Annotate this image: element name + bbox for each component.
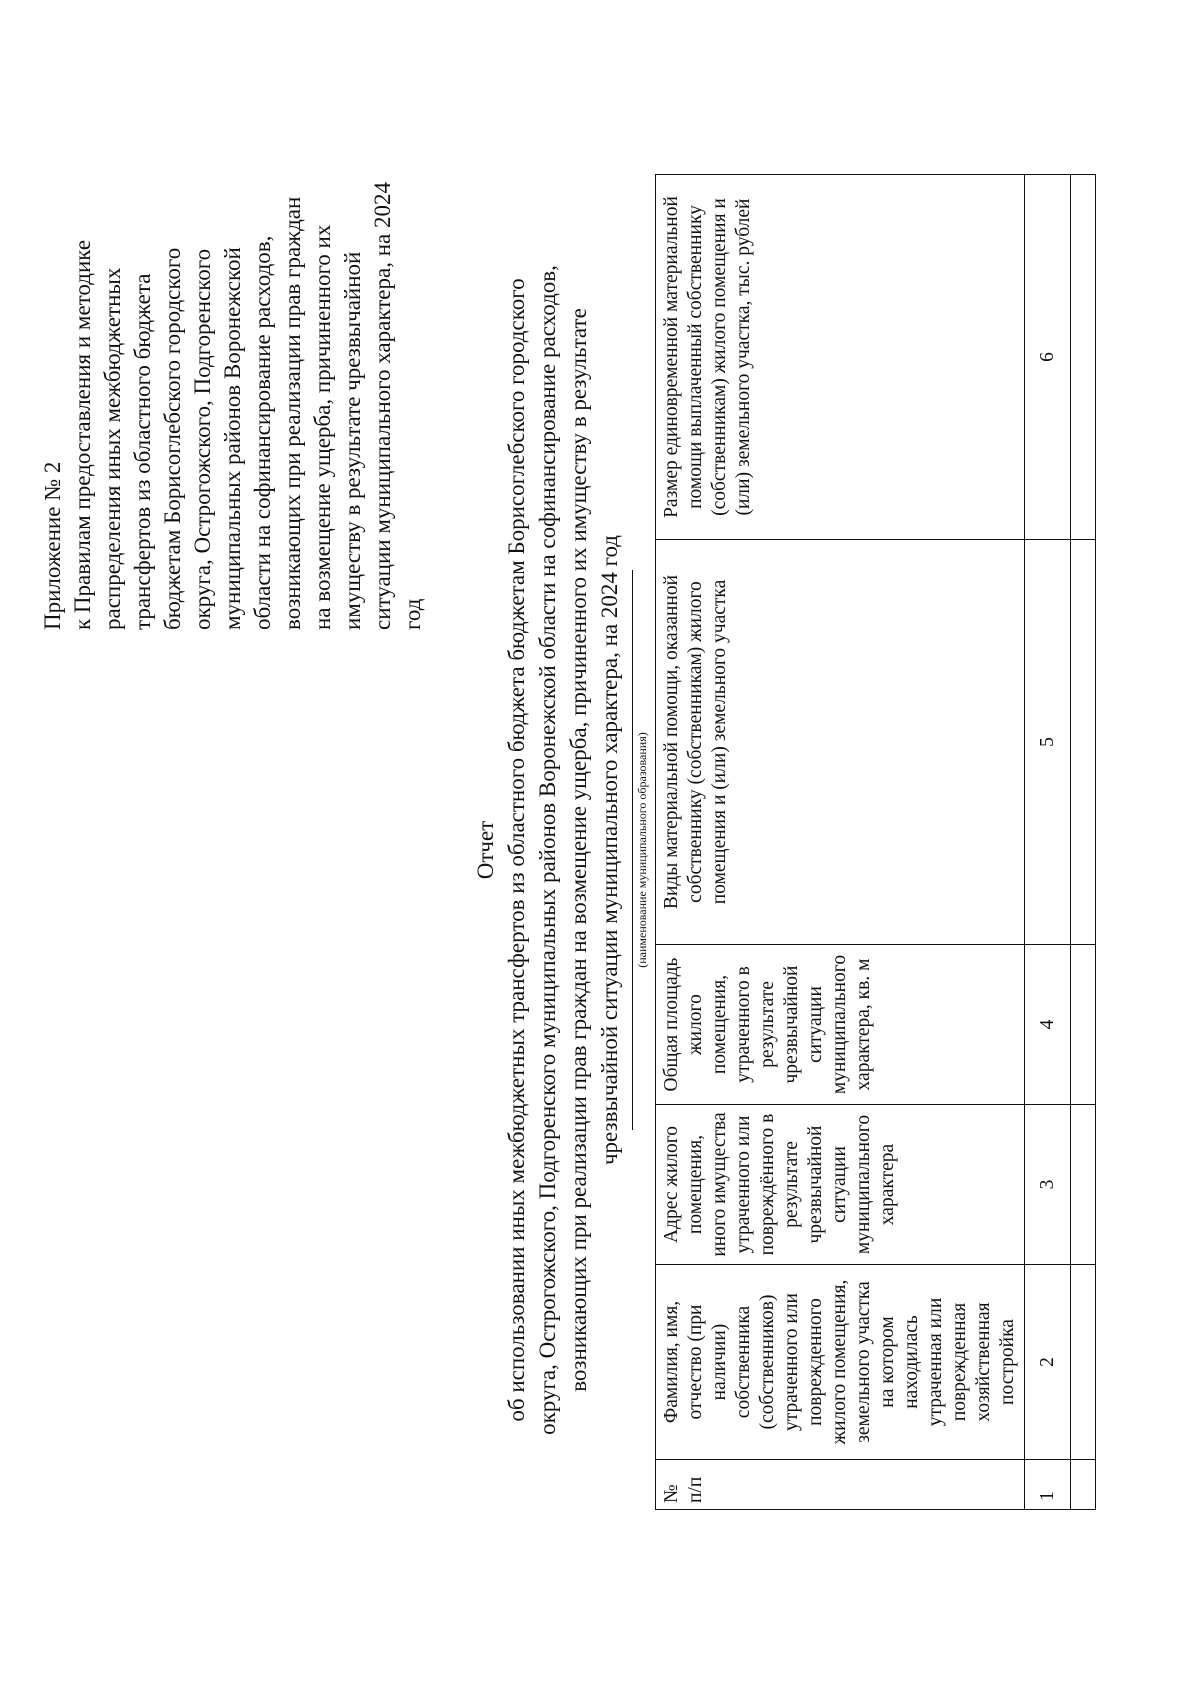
numbering-cell: 5 [1025,540,1071,945]
header-cell-address: Адрес жилого помещения, иного имущества утраченного или повреждённого в результате чрезвычайной ситуации муниципального характера [656,1105,1025,1265]
empty-cell [1071,540,1096,945]
empty-cell [1071,175,1096,540]
report-subtitle-line: чрезвычайной ситуации муниципального характера, на 2024 год [597,534,622,1166]
header-cell-aid-amount: Размер единовременной материальной помощи выплаченный собственнику (собственникам) жилого помещения и (или) земельного участка, тыс. рублей [656,175,1025,540]
report-heading [470,150,625,1550]
header-cell-aid-types: Виды материальной помощи, оказанной собственнику (собственникам) жилого помещения и (или) земельного участка [656,540,1025,945]
appendix-line: распределения иных межбюджетных [100,267,125,630]
appendix-line: возникающих при реализации прав граждан [280,196,305,630]
appendix-line: округа, Острогожского, Подгоренского [190,248,215,630]
report-title: Отчет [473,820,498,880]
report-table [655,174,1096,1510]
appendix-line: Приложение № 2 [40,461,65,630]
header-cell-number: № п/п [656,1460,1025,1510]
numbering-cell: 2 [1025,1265,1071,1460]
appendix-line: муниципальных районов Воронежской [220,247,245,630]
appendix-note [38,100,428,630]
report-subtitle-line: об использовании иных межбюджетных трансфертов из областного бюджета бюджетам Борисоглебского городского [504,278,529,1422]
table-header-row [656,175,1025,1510]
empty-cell [1071,1460,1096,1510]
numbering-cell: 1 [1025,1460,1071,1510]
numbering-cell: 4 [1025,945,1071,1105]
empty-cell [1071,1105,1096,1265]
header-cell-owner-name: Фамилия, имя, отчество (при наличии) собственника (собственников) утраченного или поврежденного жилого помещения, земельного участка на котором находилась утраченная или поврежденная хозяйственная постройка [656,1265,1025,1460]
appendix-line: к Правилам предоставления и методике [70,239,95,630]
empty-cell [1071,1265,1096,1460]
appendix-line: области на софинансирование расходов, [250,235,275,630]
empty-cell [1071,945,1096,1105]
appendix-line: имуществу в результате чрезвычайной [340,251,365,630]
municipality-field [632,570,649,1130]
table-numbering-row [1025,175,1071,1510]
municipality-underline [632,570,633,1130]
appendix-line: ситуации муниципального характера, на 2024 [370,182,395,630]
municipality-caption: (наименование муниципального образования) [635,732,649,968]
appendix-line: год [400,598,425,630]
header-cell-area: Общая площадь жилого помещения, утраченного в результате чрезвычайной ситуации муниципального характера, кв. м [656,945,1025,1105]
report-subtitle-line: округа, Острогожского, Подгоренского муниципальных районов Воронежской области на софинансирование расходов, [535,265,560,1435]
appendix-line: трансфертов из областного бюджета [130,273,155,630]
appendix-line: бюджетам Борисоглебского городского [160,247,185,630]
report-subtitle-line: возникающих при реализации прав граждан на возмещение ущерба, причиненного их имуществу в результате [566,308,591,1392]
numbering-cell: 3 [1025,1105,1071,1265]
table-row-empty [1071,175,1096,1510]
numbering-cell: 6 [1025,175,1071,540]
appendix-line: на возмещение ущерба, причиненного их [310,224,335,630]
